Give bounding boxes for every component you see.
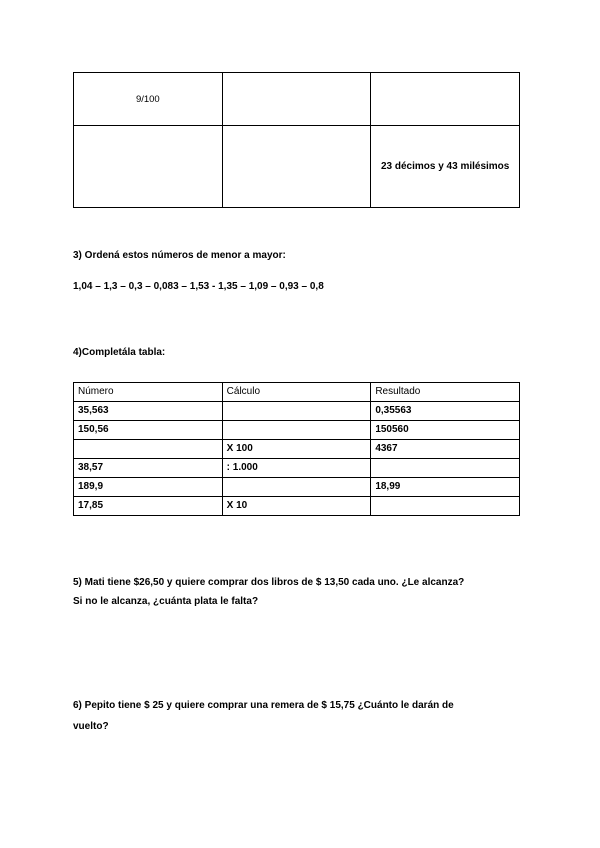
- table-cell: 0,35563: [371, 402, 520, 421]
- table-cell: 38,57: [74, 459, 223, 478]
- table-cell: 35,563: [74, 402, 223, 421]
- table-row: [74, 440, 520, 459]
- table-cell: [222, 402, 371, 421]
- table-cell: [371, 459, 520, 478]
- question-3-title: 3) Ordená estos números de menor a mayor:: [73, 250, 286, 261]
- table-cell: [74, 440, 223, 459]
- table-cell: 18,99: [371, 478, 520, 497]
- table-cell: 9/100: [74, 73, 223, 126]
- table-row: [74, 126, 520, 208]
- question-6-line-1: 6) Pepito tiene $ 25 y quiere comprar una remera de $ 15,75 ¿Cuánto le darán de: [73, 700, 454, 711]
- table-cell: [222, 126, 371, 208]
- question-6-line-2: vuelto?: [73, 721, 109, 732]
- table-cell: 150560: [371, 421, 520, 440]
- table-cell: [74, 126, 223, 208]
- table-cell: [371, 73, 520, 126]
- table-row: [74, 402, 520, 421]
- column-header-calculo: Cálculo: [222, 383, 371, 402]
- table-header-row: [74, 383, 520, 402]
- table-row: [74, 421, 520, 440]
- table-cell: X 10: [222, 497, 371, 516]
- question-3-numbers: 1,04 – 1,3 – 0,3 – 0,083 – 1,53 - 1,35 – 1,09 – 0,93 – 0,8: [73, 281, 324, 292]
- table-row: [74, 497, 520, 516]
- table-row: [74, 459, 520, 478]
- table-cell: [222, 73, 371, 126]
- column-header-numero: Número: [74, 383, 223, 402]
- table-cell: 23 décimos y 43 milésimos: [371, 126, 520, 208]
- table-cell: 150,56: [74, 421, 223, 440]
- calculation-table: [73, 382, 520, 516]
- table-cell: [371, 497, 520, 516]
- table-row: [74, 478, 520, 497]
- decimal-notation-table: [73, 72, 520, 208]
- table-cell: [222, 421, 371, 440]
- question-4-title: 4)Completála tabla:: [73, 347, 166, 358]
- table-cell: [222, 478, 371, 497]
- table-cell: 4367: [371, 440, 520, 459]
- question-5-line-2: Si no le alcanza, ¿cuánta plata le falta?: [73, 596, 259, 607]
- table-cell: X 100: [222, 440, 371, 459]
- table-cell: 17,85: [74, 497, 223, 516]
- table-row: [74, 73, 520, 126]
- column-header-resultado: Resultado: [371, 383, 520, 402]
- table-cell: 189,9: [74, 478, 223, 497]
- question-5-line-1: 5) Mati tiene $26,50 y quiere comprar dos libros de $ 13,50 cada uno. ¿Le alcanza?: [73, 577, 465, 588]
- table-cell: : 1.000: [222, 459, 371, 478]
